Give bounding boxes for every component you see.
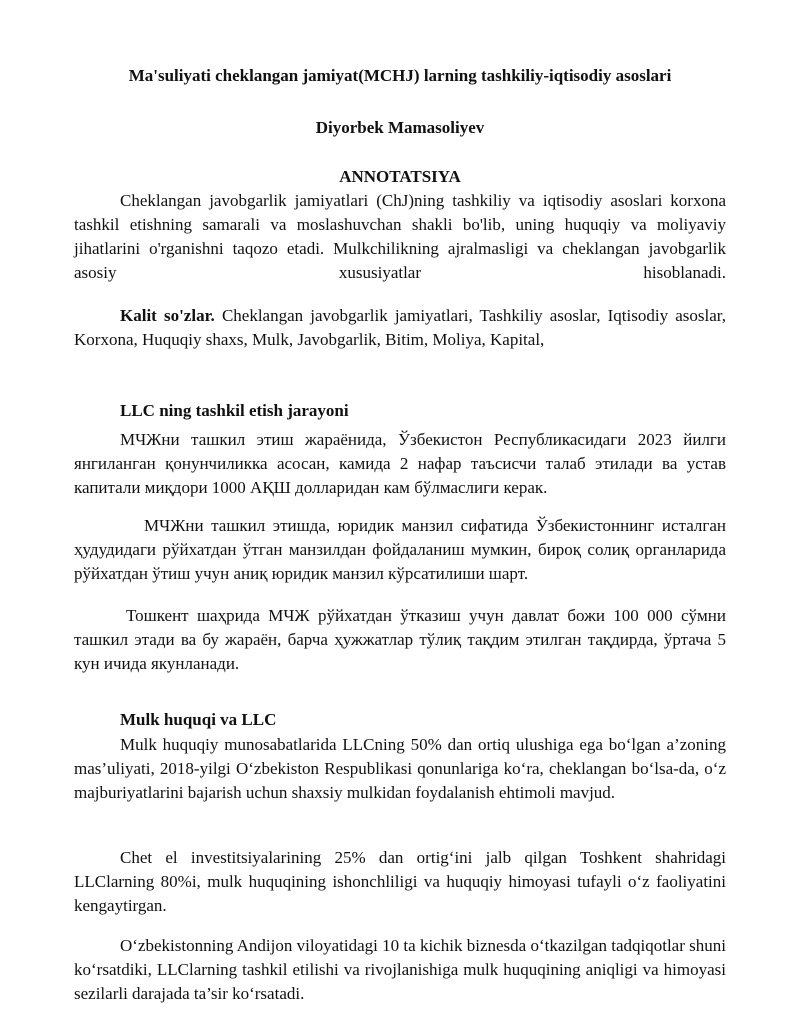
section1-heading: LLC ning tashkil etish jarayoni — [120, 401, 349, 420]
section2-heading: Mulk huquqi va LLC — [120, 710, 277, 729]
annotation-heading: ANNOTATSIYA — [339, 167, 461, 186]
section2-paragraph: Mulk huquqiy munosabatlarida LLCning 50% dan ortiq ulushiga ega bo‘lgan a’zoning mas’uliyati, 2018-yilgi O‘zbekiston Respublikasi qonunlariga ko‘ra, cheklangan bo‘lsa-da, o‘z majburiyatlarini bajarish uchun shaxsiy mulkidan foydalanish ehtimoli mavjud. — [74, 735, 726, 802]
section1-paragraph: МЧЖни ташкил этишда, юридик манзил сифатида Ўзбекистоннинг исталган ҳудудидаги рўйхатдан ўтган манзилдан фойдаланиш мумкин, бироқ солиқ органларида рўйхатдан ўтиш учун аниқ юридик манзил кўрсатилиши шарт. — [74, 516, 726, 583]
paper-title: Ma'suliyati cheklangan jamiyat(MCHJ) larning tashkiliy-iqtisodiy asoslari — [128, 66, 672, 85]
keywords-list: Cheklangan javobgarlik jamiyatlari, Tashkiliy asoslar, Iqtisodiy asoslar, Korxona, Huquqiy shaxs, Mulk, Javobgarlik, Bitim, Moliya, Kapital, — [74, 306, 726, 349]
section1-paragraph: МЧЖни ташкил этиш жараёнида, Ўзбекистон Республикасидаги 2023 йилги янгиланган қонунчиликка асосан, камида 2 нафар таъсисчи талаб этилади ва устав капитали миқдори 1000 АҚШ долларидан кам бўлмаслиги керак. — [74, 430, 726, 497]
section2-paragraph: O‘zbekistonning Andijon viloyatidagi 10 ta kichik biznesda o‘tkazilgan tadqiqotlar shuni ko‘rsatdiki, LLClarning tashkil etilishi va rivojlanishiga mulk huquqining aniqligi va himoyasi sezilarli darajada ta’sir ko‘rsatadi. — [74, 936, 726, 1003]
annotation-text: Cheklangan javobgarlik jamiyatlari (ChJ)ning tashkiliy va iqtisodiy asoslari korxona tashkil etishning samarali va moslashuvchan shakli bo'lib, uning huquqiy va moliyaviy jihatlarini o'rganishni taqozo etadi. Mulkchilikning ajralmasligi va cheklangan javobgarlik asosiy xususiyatlar hisoblanadi. — [74, 191, 726, 282]
keywords-paragraph — [74, 304, 726, 352]
author-name: Diyorbek Mamasoliyev — [315, 118, 485, 137]
section2-paragraph: Chet el investitsiyalarining 25% dan ortig‘ini jalb qilgan Toshkent shahridagi LLClarning 80%i, mulk huquqining ishonchliligi va huquqiy himoyasi tufayli o‘z faoliyatini kengaytirgan. — [74, 848, 726, 915]
section1-paragraph: Тошкент шаҳрида МЧЖ рўйхатдан ўтказиш учун давлат божи 100 000 сўмни ташкил этади ва бу жараён, барча ҳужжатлар тўлиқ тақдим этилган тақдирда, ўртача 5 кун ичида якунланади. — [74, 606, 726, 673]
keywords-label: Kalit so'zlar. — [120, 306, 215, 325]
